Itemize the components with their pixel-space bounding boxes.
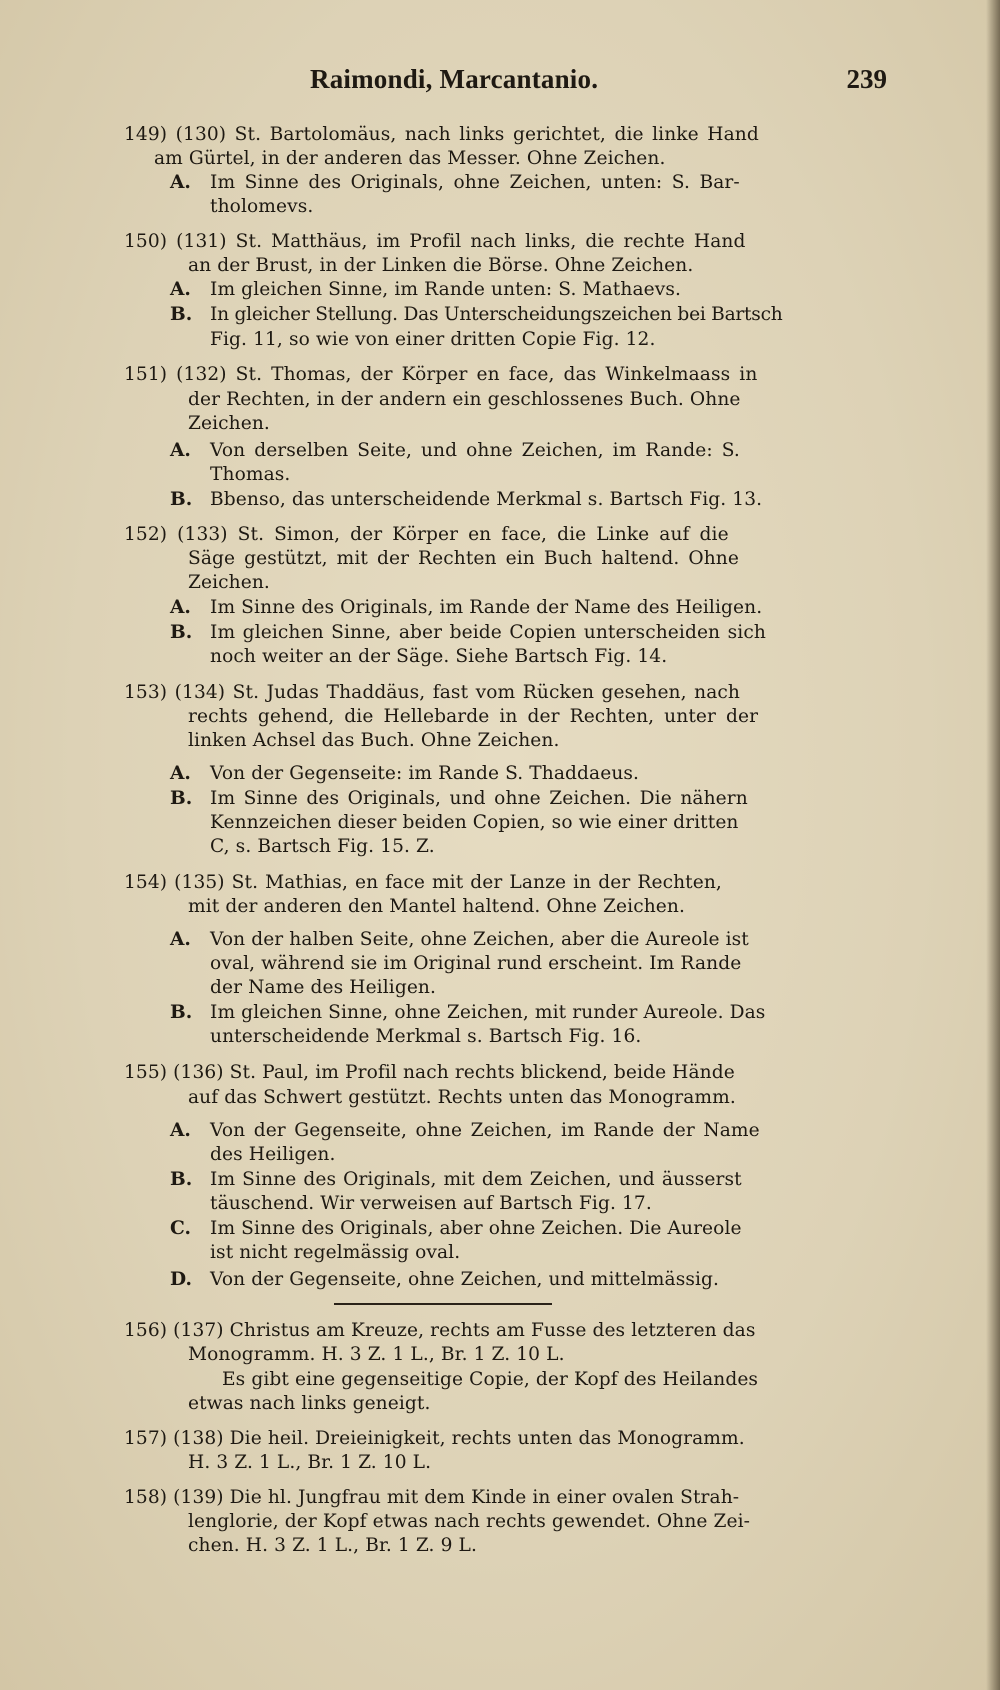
entry-158-line-3: chen. H. 3 Z. 1 L., Br. 1 Z. 9 L. bbox=[188, 1535, 477, 1556]
entry-156-line-3: Es gibt eine gegenseitige Copie, der Kopf des Heilandes bbox=[222, 1369, 759, 1390]
entry-153-copy-b-letter: B. bbox=[170, 788, 193, 809]
entry-155-copy-c-line-2: ist nicht regelmässig oval. bbox=[210, 1242, 461, 1263]
entry-155-copy-a-line-1: Von der Gegenseite, ohne Zeichen, im Rande der Name bbox=[210, 1120, 760, 1141]
entry-153-copy-b-line-3: C, s. Bartsch Fig. 15. Z. bbox=[210, 836, 435, 857]
entry-152-line-3: Zeichen. bbox=[188, 572, 270, 593]
entry-155-copy-d-letter: D. bbox=[170, 1269, 192, 1290]
entry-152-line-1: 152) (133) St. Simon, der Körper en face, die Linke auf die bbox=[124, 524, 729, 545]
entry-157-line-1: 157) (138) Die heil. Dreieinigkeit, rechts unten das Monogramm. bbox=[124, 1428, 745, 1449]
entry-154-line-2: mit der anderen den Mantel haltend. Ohne Zeichen. bbox=[188, 896, 685, 917]
entry-150-copy-a-letter: A. bbox=[170, 279, 191, 300]
entry-156-line-2: Monogramm. H. 3 Z. 1 L., Br. 1 Z. 10 L. bbox=[188, 1344, 565, 1365]
entry-153-line-1: 153) (134) St. Judas Thaddäus, fast vom Rücken gesehen, nach bbox=[124, 682, 741, 703]
entry-150-line-1: 150) (131) St. Matthäus, im Profil nach links, die rechte Hand bbox=[124, 231, 746, 252]
entry-151-copy-b-letter: B. bbox=[170, 489, 193, 510]
entry-150-copy-b-line-1: In gleicher Stellung. Das Unterscheidungszeichen bei Bartsch bbox=[210, 304, 783, 325]
entry-152-copy-b-letter: B. bbox=[170, 622, 193, 643]
entry-155-copy-a-letter: A. bbox=[170, 1120, 191, 1141]
entry-153-copy-a-line-1: Von der Gegenseite: im Rande S. Thaddaeus. bbox=[210, 763, 640, 784]
entry-150-copy-b-line-2: Fig. 11, so wie von einer dritten Copie Fig. 12. bbox=[210, 329, 656, 350]
entry-150-copy-a-line-1: Im gleichen Sinne, im Rande unten: S. Mathaevs. bbox=[210, 279, 682, 300]
entry-155-copy-b-line-1: Im Sinne des Originals, mit dem Zeichen, und äusserst bbox=[210, 1169, 742, 1190]
entry-154-copy-a-line-3: der Name des Heiligen. bbox=[210, 977, 437, 998]
entry-151-line-2: der Rechten, in der andern ein geschlossenes Buch. Ohne bbox=[188, 389, 741, 410]
entry-158-line-1: 158) (139) Die hl. Jungfrau mit dem Kinde in einer ovalen Strah- bbox=[124, 1487, 740, 1508]
header-title: Raimondi, Marcantanio. bbox=[310, 64, 599, 94]
entry-149-line-1: 149) (130) St. Bartolomäus, nach links gerichtet, die linke Hand bbox=[124, 124, 759, 145]
entry-157-line-2: H. 3 Z. 1 L., Br. 1 Z. 10 L. bbox=[188, 1452, 432, 1473]
entry-153-copy-a-letter: A. bbox=[170, 763, 191, 784]
entry-153-copy-b-line-2: Kennzeichen dieser beiden Copien, so wie einer dritten bbox=[210, 812, 739, 833]
entry-155-copy-d-line-1: Von der Gegenseite, ohne Zeichen, und mittelmässig. bbox=[210, 1269, 720, 1290]
entry-154-copy-a-line-1: Von der halben Seite, ohne Zeichen, aber die Aureole ist bbox=[210, 929, 749, 950]
page-number: 239 bbox=[846, 64, 887, 94]
entry-151-line-3: Zeichen. bbox=[188, 413, 270, 434]
entry-158-line-2: lenglorie, der Kopf etwas nach rechts gewendet. Ohne Zei- bbox=[188, 1511, 751, 1532]
entry-156-line-4: etwas nach links geneigt. bbox=[188, 1393, 431, 1414]
entry-152-copy-b-line-2: noch weiter an der Säge. Siehe Bartsch Fig. 14. bbox=[210, 646, 668, 667]
entry-150-line-2: an der Brust, in der Linken die Börse. Ohne Zeichen. bbox=[188, 255, 694, 276]
entry-149-copy-a-line-2: tholomevs. bbox=[210, 196, 314, 217]
entry-152-line-2: Säge gestützt, mit der Rechten ein Buch haltend. Ohne bbox=[188, 548, 739, 569]
entry-151-copy-b-line-1: Bbenso, das unterscheidende Merkmal s. Bartsch Fig. 13. bbox=[210, 489, 763, 510]
entry-154-copy-b-line-1: Im gleichen Sinne, ohne Zeichen, mit runder Aureole. Das bbox=[210, 1002, 766, 1023]
entry-150-copy-b-letter: B. bbox=[170, 304, 193, 325]
entry-155-copy-c-line-1: Im Sinne des Originals, aber ohne Zeichen. Die Aureole bbox=[210, 1218, 742, 1239]
entry-153-line-3: linken Achsel das Buch. Ohne Zeichen. bbox=[188, 730, 560, 751]
entry-154-copy-a-line-2: oval, während sie im Original rund erscheint. Im Rande bbox=[210, 953, 742, 974]
entry-149-copy-a-letter: A. bbox=[170, 172, 191, 193]
section-divider bbox=[334, 1303, 552, 1305]
entry-154-copy-a-letter: A. bbox=[170, 929, 191, 950]
entry-149-line-2: am Gürtel, in der anderen das Messer. Ohne Zeichen. bbox=[154, 148, 666, 169]
entry-151-line-1: 151) (132) St. Thomas, der Körper en face, das Winkelmaass in bbox=[124, 364, 758, 385]
page-edge-shadow bbox=[986, 0, 1000, 1690]
entry-152-copy-a-letter: A. bbox=[170, 597, 191, 618]
entry-155-copy-b-line-2: täuschend. Wir verweisen auf Bartsch Fig. 17. bbox=[210, 1193, 652, 1214]
entry-151-copy-a-letter: A. bbox=[170, 440, 191, 461]
entry-155-copy-b-letter: B. bbox=[170, 1169, 193, 1190]
entry-152-copy-a-line-1: Im Sinne des Originals, im Rande der Name des Heiligen. bbox=[210, 597, 763, 618]
entry-155-line-2: auf das Schwert gestützt. Rechts unten das Monogramm. bbox=[188, 1087, 736, 1108]
entry-151-copy-a-line-2: Thomas. bbox=[210, 464, 291, 485]
entry-154-copy-b-letter: B. bbox=[170, 1002, 193, 1023]
entry-154-line-1: 154) (135) St. Mathias, en face mit der Lanze in der Rechten, bbox=[124, 872, 722, 893]
entry-156-line-1: 156) (137) Christus am Kreuze, rechts am Fusse des letzteren das bbox=[124, 1320, 756, 1341]
entry-155-line-1: 155) (136) St. Paul, im Profil nach rechts blickend, beide Hände bbox=[124, 1062, 735, 1083]
running-header bbox=[305, 58, 887, 98]
entry-155-copy-a-line-2: des Heiligen. bbox=[210, 1144, 336, 1165]
entry-153-copy-b-line-1: Im Sinne des Originals, und ohne Zeichen. Die nähern bbox=[210, 788, 748, 809]
entry-153-line-2: rechts gehend, die Hellebarde in der Rechten, unter der bbox=[188, 706, 759, 727]
entry-149-copy-a-line-1: Im Sinne des Originals, ohne Zeichen, unten: S. Bar- bbox=[210, 172, 740, 193]
entry-154-copy-b-line-2: unterscheidende Merkmal s. Bartsch Fig. 16. bbox=[210, 1026, 642, 1047]
entry-151-copy-a-line-1: Von derselben Seite, und ohne Zeichen, im Rande: S. bbox=[210, 440, 740, 461]
entry-155-copy-c-letter: C. bbox=[170, 1218, 191, 1239]
entry-152-copy-b-line-1: Im gleichen Sinne, aber beide Copien unterscheiden sich bbox=[210, 622, 766, 643]
